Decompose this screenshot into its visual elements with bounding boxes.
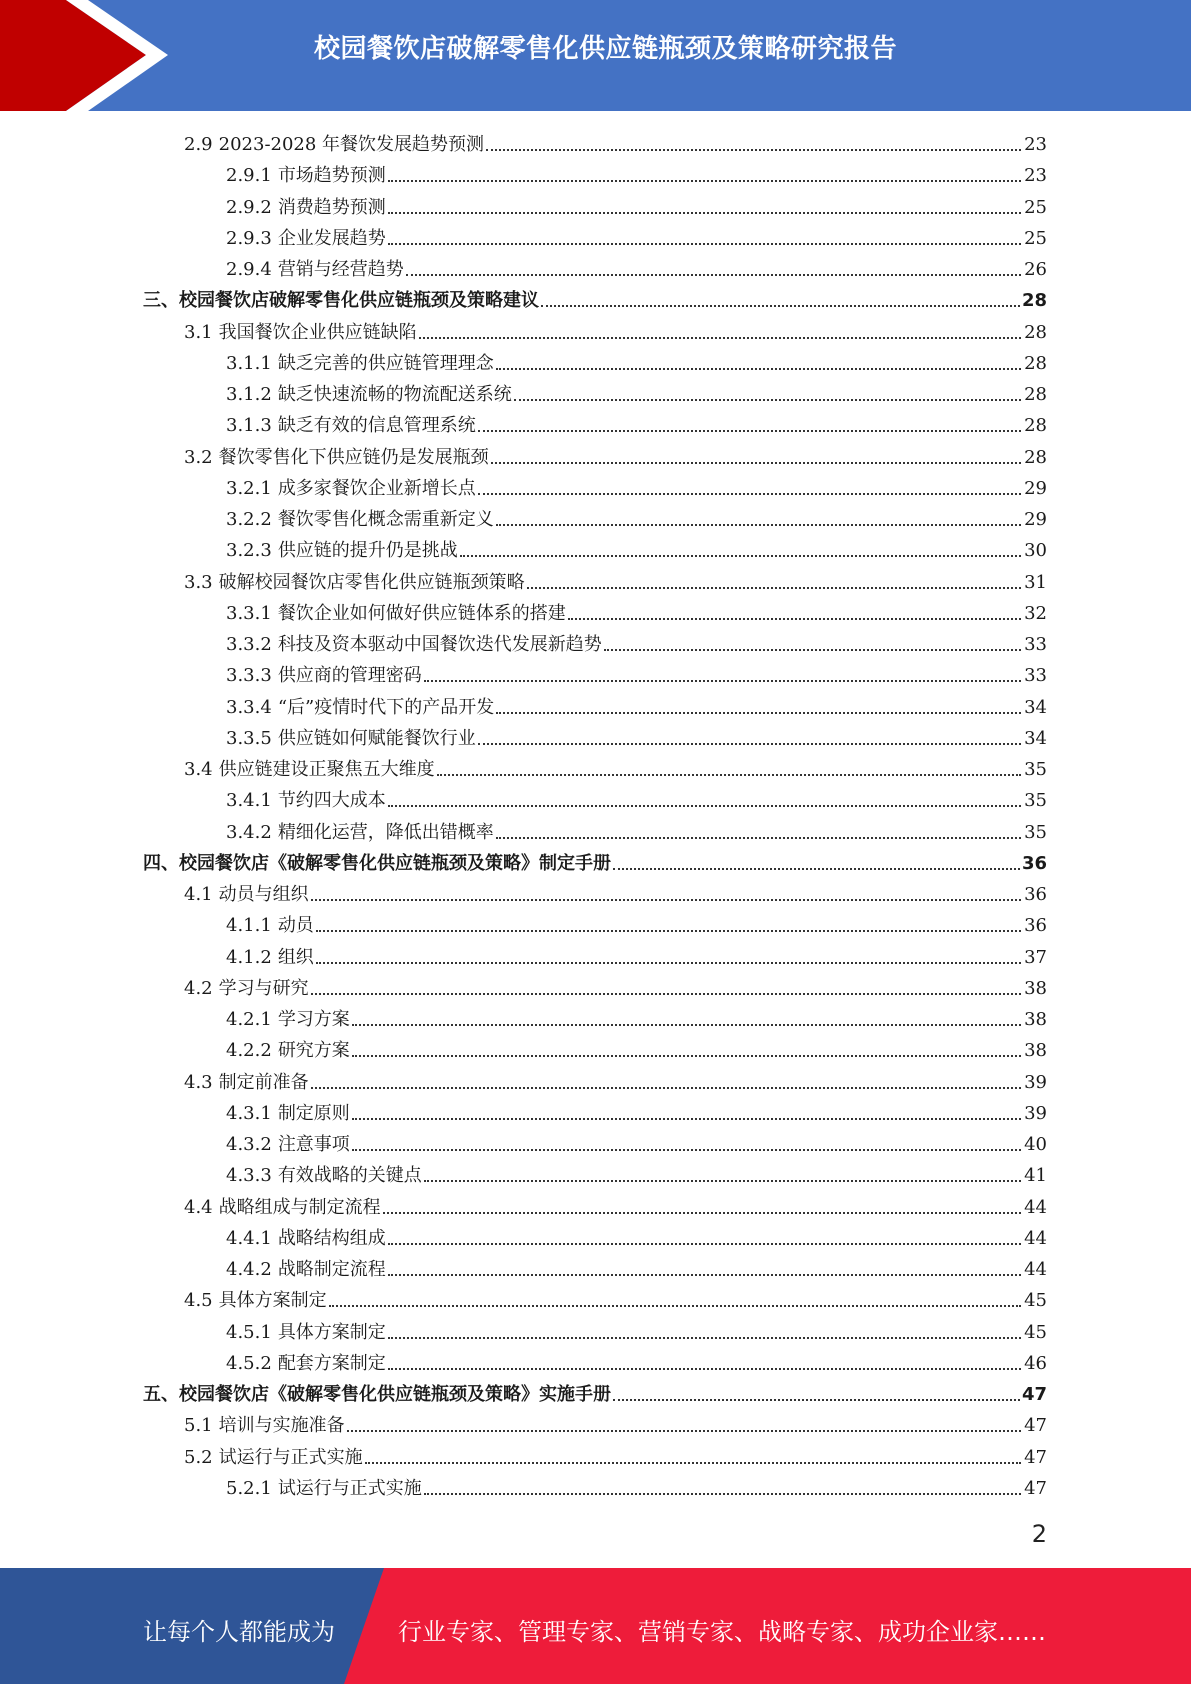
toc-entry[interactable] [184,1440,1047,1470]
toc-dot-leader [352,1117,1021,1120]
toc-dot-leader [383,1211,1021,1214]
toc-entry[interactable] [226,815,1047,845]
toc-entry-number: 3.3.2 [226,634,272,655]
toc-entry[interactable] [143,846,1047,876]
toc-dot-leader [491,461,1021,464]
toc-entry-title: 战略结构组成 [277,1227,386,1249]
toc-entry[interactable] [226,190,1047,220]
toc-dot-leader [311,992,1021,995]
toc-entry-number: 3.4.2 [226,821,272,843]
toc-entry-number: 4.3.3 [226,1165,272,1187]
toc-entry-page: 33 [1024,634,1047,655]
toc-entry-number: 3.1.3 [226,415,272,437]
toc-entry-page: 45 [1024,1290,1047,1312]
toc-entry-title: 缺乏完善的供应链管理理念 [277,352,494,374]
toc-entry-number: 2.9.1 [226,165,272,187]
toc-entry-number: 3.3.3 [226,665,272,687]
toc-entry-number: 5.2.1 [226,1477,272,1499]
toc-entry-number: 4.3.2 [226,1134,272,1155]
toc-dot-leader [604,648,1021,651]
toc-entry[interactable] [226,1127,1047,1157]
toc-entry-number: 4.4.2 [226,1259,272,1280]
toc-entry-page: 25 [1024,227,1047,249]
toc-entry-title: 缺乏快速流畅的物流配送系统 [277,384,512,405]
toc-entry-number: 3.3.4 [226,696,272,718]
toc-entry-title: 供应链如何赋能餐饮行业 [277,727,476,749]
toc-entry[interactable] [184,877,1047,907]
toc-entry-title: 试运行与正式实施 [218,1446,363,1468]
toc-entry-number: 4.5.2 [226,1352,272,1374]
toc-entry-page: 34 [1024,727,1047,749]
toc-entry-number: 5.2 [184,1446,213,1468]
toc-entry-title: 制定原则 [277,1102,350,1124]
toc-entry[interactable] [184,1190,1047,1220]
toc-entry[interactable] [226,690,1047,720]
toc-entry[interactable] [226,158,1047,188]
toc-entry-title: 餐饮企业如何做好供应链体系的搭建 [277,602,566,624]
toc-entry-title: 节约四大成本 [277,790,386,812]
toc-entry-page: 28 [1024,352,1047,374]
toc-entry-page: 30 [1024,540,1047,562]
toc-entry-title: 动员 [277,915,314,937]
toc-entry-number: 3.4 [184,759,213,780]
toc-entry-number: 5.1 [184,1415,213,1437]
toc-dot-leader [527,586,1021,589]
toc-entry-title: 学习方案 [277,1009,350,1030]
toc-entry-page: 25 [1024,196,1047,218]
toc-entry[interactable] [226,940,1047,970]
toc-entry-title: 制定前准备 [218,1071,309,1093]
toc-entry-number: 3.2.1 [226,477,272,499]
toc-entry[interactable] [226,658,1047,688]
toc-entry[interactable] [184,1065,1047,1095]
toc-entry-title: 我国餐饮企业供应链缺陷 [218,321,417,343]
toc-entry-number: 3.3.1 [226,602,272,624]
toc-entry[interactable] [226,1315,1047,1345]
toc-entry-number: 2.9.2 [226,196,272,218]
toc-entry-page: 38 [1024,1009,1047,1030]
toc-entry-title: 校园餐饮店《破解零售化供应链瓶颈及策略》制定手册 [179,852,611,874]
toc-entry-page: 45 [1024,1321,1047,1343]
toc-entry[interactable] [226,596,1047,626]
toc-entry-title: 战略组成与制定流程 [218,1196,381,1218]
toc-dot-leader [424,1492,1021,1495]
toc-entry-title: 成多家餐饮企业新增长点 [277,477,476,499]
toc-entry[interactable] [184,565,1047,595]
toc-dot-leader [613,1398,1020,1401]
toc-dot-leader [496,367,1021,370]
toc-entry[interactable] [226,408,1047,438]
toc-entry-title: 校园餐饮店破解零售化供应链瓶颈及策略建议 [179,290,539,312]
toc-dot-leader [496,836,1021,839]
toc-entry-number: 4.4 [184,1196,213,1218]
toc-entry-page: 47 [1024,1415,1047,1437]
toc-entry-page: 44 [1024,1196,1047,1218]
toc-entry-title: 校园餐饮店《破解零售化供应链瓶颈及策略》实施手册 [179,1384,611,1405]
toc-entry-number: 2.9.4 [226,259,272,280]
toc-entry-title: 2023-2028 年餐饮发展趋势预测 [218,134,485,155]
toc-entry-title: 战略制定流程 [277,1259,386,1280]
toc-entry[interactable] [226,346,1047,376]
toc-dot-leader [514,398,1021,401]
toc-entry-number: 4.1 [184,884,213,905]
toc-entry-page: 36 [1024,884,1047,905]
toc-entry-title: “后”疫情时代下的产品开发 [277,696,495,718]
toc-dot-leader [419,336,1021,339]
toc-dot-leader [388,804,1021,807]
document-title: 校园餐饮店破解零售化供应链瓶颈及策略研究报告 [313,34,897,64]
toc-dot-leader [496,523,1021,526]
toc-dot-leader [311,1086,1021,1089]
toc-entry-number: 3.1.1 [226,352,272,374]
toc-dot-leader [388,211,1021,214]
toc-dot-leader [460,554,1021,557]
toc-entry-page: 44 [1024,1259,1047,1280]
toc-entry-page: 33 [1024,665,1047,687]
toc-entry-title: 配套方案制定 [277,1352,386,1374]
toc-dot-leader [329,1304,1021,1307]
toc-entry-number: 2.9.3 [226,227,272,249]
toc-entry-title: 有效战略的关键点 [277,1165,422,1187]
toc-entry-page: 28 [1024,446,1047,468]
toc-entry-page: 29 [1024,477,1047,499]
toc-entry-title: 具体方案制定 [218,1290,327,1312]
toc-entry[interactable] [226,252,1047,282]
toc-entry-page: 28 [1024,415,1047,437]
toc-entry-page: 46 [1024,1352,1047,1374]
toc-entry-title: 试运行与正式实施 [277,1477,422,1499]
toc-entry-page: 37 [1024,946,1047,968]
toc-entry-number: 4.4.1 [226,1227,272,1249]
toc-entry-title: 市场趋势预测 [277,165,386,187]
toc-entry-title: 缺乏有效的信息管理系统 [277,415,476,437]
toc-entry-page: 36 [1024,915,1047,937]
toc-entry[interactable] [226,471,1047,501]
toc-dot-leader [478,492,1021,495]
toc-entry-page: 35 [1024,821,1047,843]
toc-entry[interactable] [226,1252,1047,1282]
toc-entry-title: 研究方案 [277,1040,350,1062]
toc-dot-leader [316,961,1021,964]
toc-entry-number: 3.4.1 [226,790,272,812]
toc-entry-number: 3.1.2 [226,384,272,405]
toc-dot-leader [478,742,1021,745]
toc-entry-title: 供应链建设正聚焦五大维度 [218,759,435,780]
toc-dot-leader [406,273,1021,276]
toc-dot-leader [437,773,1021,776]
page-header [0,0,1191,111]
toc-entry[interactable] [226,1346,1047,1376]
toc-entry[interactable] [226,1033,1047,1063]
toc-dot-leader [388,242,1021,245]
toc-entry-number: 3.2.2 [226,509,272,530]
toc-dot-leader [478,429,1021,432]
toc-entry-title: 学习与研究 [218,977,309,999]
toc-entry[interactable] [226,627,1047,657]
toc-entry-title: 具体方案制定 [277,1321,386,1343]
toc-entry-number: 4.1.2 [226,946,272,968]
toc-entry-page: 44 [1024,1227,1047,1249]
toc-dot-leader [316,929,1021,932]
toc-entry-page: 23 [1024,134,1047,155]
toc-entry[interactable] [226,502,1047,532]
toc-entry-title: 精细化运营，降低出错概率 [277,821,494,843]
toc-entry-page: 47 [1024,1446,1047,1468]
toc-entry-number: 2.9 [184,134,213,155]
toc-dot-leader [352,1054,1021,1057]
toc-entry-number: 3.1 [184,321,213,343]
toc-entry-title: 消费趋势预测 [277,196,386,218]
toc-entry[interactable] [226,908,1047,938]
toc-entry-number: 4.2.2 [226,1040,272,1062]
toc-dot-leader [388,1273,1021,1276]
toc-entry-title: 企业发展趋势 [277,227,386,249]
toc-entry-page: 31 [1024,571,1047,593]
toc-entry-title: 供应商的管理密码 [277,665,422,687]
toc-entry-page: 47 [1024,1477,1047,1499]
toc-dot-leader [424,1179,1021,1182]
toc-dot-leader [541,304,1020,307]
toc-entry-number: 4.5 [184,1290,213,1312]
toc-entry-number: 3.2.3 [226,540,272,562]
toc-entry[interactable] [143,283,1047,313]
toc-entry[interactable] [226,1096,1047,1126]
toc-entry[interactable] [184,440,1047,470]
toc-dot-leader [352,1023,1021,1026]
toc-entry-page: 47 [1021,1384,1047,1405]
toc-entry-number: 五、 [143,1384,179,1405]
toc-entry[interactable] [184,315,1047,345]
toc-dot-leader [347,1429,1021,1432]
toc-dot-leader [352,1148,1021,1151]
toc-entry-number: 4.3.1 [226,1102,272,1124]
toc-dot-leader [388,1367,1021,1370]
toc-entry-title: 破解校园餐饮店零售化供应链瓶颈策略 [218,571,525,593]
toc-entry-page: 23 [1024,165,1047,187]
toc-entry-title: 培训与实施准备 [218,1415,345,1437]
toc-entry-number: 4.5.1 [226,1321,272,1343]
toc-entry[interactable] [226,783,1047,813]
toc-entry-title: 餐饮零售化下供应链仍是发展瓶颈 [218,446,489,468]
toc-dot-leader [486,148,1021,151]
toc-dot-leader [496,711,1021,714]
toc-entry-number: 3.2 [184,446,213,468]
toc-entry-page: 34 [1024,696,1047,718]
toc-dot-leader [311,898,1021,901]
toc-entry[interactable] [184,971,1047,1001]
toc-entry[interactable] [226,1002,1047,1032]
toc-entry-page: 39 [1024,1102,1047,1124]
toc-entry-title: 动员与组织 [218,884,309,905]
toc-entry-title: 注意事项 [277,1134,350,1155]
toc-entry[interactable] [184,752,1047,782]
toc-entry[interactable] [226,1221,1047,1251]
toc-entry-title: 餐饮零售化概念需重新定义 [277,509,494,530]
toc-entry[interactable] [143,1377,1047,1407]
toc-dot-leader [388,1242,1021,1245]
toc-dot-leader [365,1461,1021,1464]
toc-entry-page: 26 [1024,259,1047,280]
toc-entry-title: 供应链的提升仍是挑战 [277,540,458,562]
toc-entry[interactable] [184,127,1047,157]
toc-entry[interactable] [184,1283,1047,1313]
toc-entry-number: 3.3 [184,571,213,593]
toc-entry[interactable] [226,1471,1047,1501]
toc-entry-title: 组织 [277,946,314,968]
toc-entry-title: 营销与经营趋势 [277,259,404,280]
toc-entry-title: 科技及资本驱动中国餐饮迭代发展新趋势 [277,634,602,655]
toc-entry-number: 3.3.5 [226,727,272,749]
page-number: 2 [1031,1520,1047,1548]
toc-entry[interactable] [226,221,1047,251]
footer-slogan: 让每个人都能成为 [143,1618,335,1646]
toc-entry[interactable] [226,721,1047,751]
toc-entry-page: 35 [1024,759,1047,780]
toc-entry-number: 4.3 [184,1071,213,1093]
toc-dot-leader [568,617,1021,620]
toc-entry-page: 36 [1021,852,1047,874]
toc-entry[interactable] [226,377,1047,407]
toc-entry-number: 4.2.1 [226,1009,272,1030]
toc-entry-number: 四、 [143,852,179,874]
toc-entry-page: 39 [1024,1071,1047,1093]
toc-entry-page: 28 [1021,290,1047,312]
toc-entry-page: 40 [1024,1134,1047,1155]
toc-entry-number: 三、 [143,290,179,312]
toc-entry-page: 38 [1024,977,1047,999]
toc-dot-leader [424,679,1021,682]
toc-entry-page: 38 [1024,1040,1047,1062]
toc-entry[interactable] [226,533,1047,563]
toc-dot-leader [613,867,1020,870]
footer-expert-list: 行业专家、管理专家、营销专家、战略专家、成功企业家…… [398,1618,1046,1646]
toc-entry-number: 4.2 [184,977,213,999]
toc-dot-leader [388,179,1021,182]
toc-entry-page: 41 [1024,1165,1047,1187]
toc-entry-page: 28 [1024,384,1047,405]
toc-entry-page: 28 [1024,321,1047,343]
toc-dot-leader [388,1336,1021,1339]
toc-entry-page: 35 [1024,790,1047,812]
toc-entry-page: 32 [1024,602,1047,624]
toc-entry-page: 29 [1024,509,1047,530]
toc-entry-number: 4.1.1 [226,915,272,937]
page-footer [0,1568,1191,1684]
toc-entry[interactable] [184,1408,1047,1438]
toc-entry[interactable] [226,1158,1047,1188]
